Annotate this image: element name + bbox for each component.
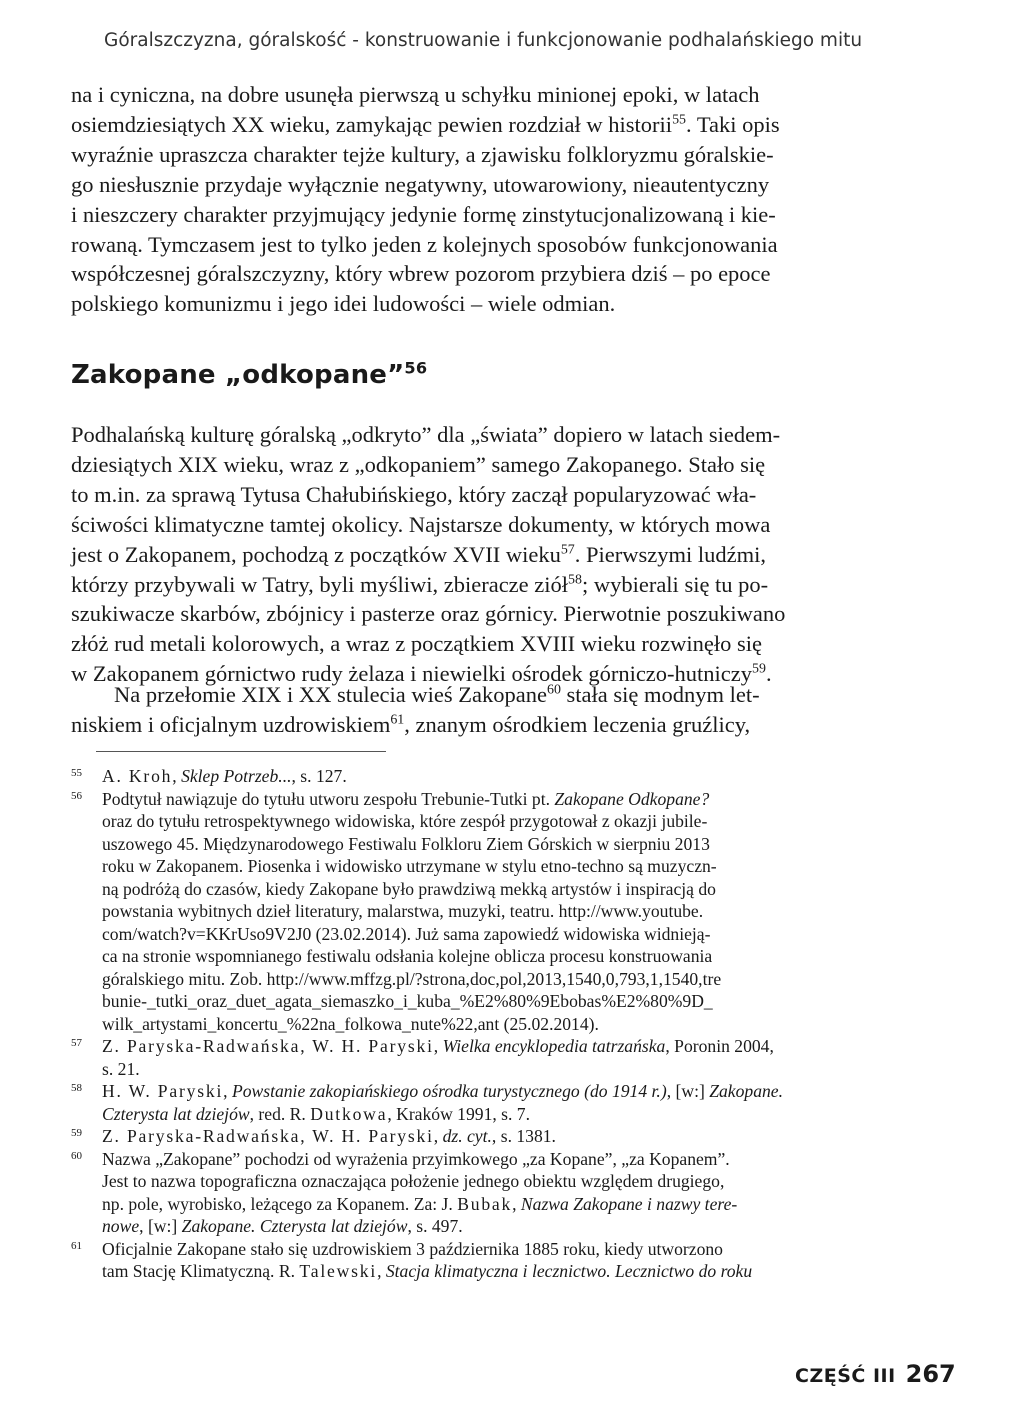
footnotes <box>71 765 906 1283</box>
text-line: rowaną. Tymczasem jest to tylko jeden z kolejnych sposobów funkcjonowania <box>71 231 778 257</box>
section-heading <box>71 360 427 390</box>
footnote-ref-61[interactable]: 61 <box>390 712 405 728</box>
text-span: , s. 497. <box>407 1216 463 1236</box>
footnote-number: 61 <box>71 1239 82 1252</box>
footnote-61 <box>71 1238 906 1283</box>
separator: , <box>433 1036 443 1056</box>
separator: , <box>433 1126 443 1146</box>
footnote-line: Jest to nazwa topograficzna oznaczająca położenie jednego obiektu względem drugiego, <box>102 1171 725 1191</box>
text-span: , [w:] <box>666 1081 710 1101</box>
text-line: ściwości klimatyczne tamtej okolicy. Najstarsze dokumenty, w których mowa <box>71 511 771 537</box>
footnote-59 <box>71 1125 906 1148</box>
footnote-line: oraz do tytułu retrospektywnego widowiska, które zespół przygotował z okazji jubile- <box>102 811 708 831</box>
work-title: Stacja klimatyczna i lecznictwo. Lecznictwo do roku <box>385 1261 753 1281</box>
text-line <box>71 710 896 740</box>
text-line: Podhalańską kulturę góralską „odkryto” dla „świata” dopiero w latach siedem- <box>71 422 781 447</box>
footnote-number: 59 <box>71 1127 82 1139</box>
work-title: Zakopane. Czterysta lat dziejów <box>181 1216 408 1236</box>
footnote-link-line[interactable]: góralskiego mitu. Zob. http://www.mffzg.pl/?strona,doc,pol,2013,1540,0,793,1,1540,tre <box>102 968 722 989</box>
text-line: na i cyniczna, na dobre usunęła pierwszą u schyłku minionej epoki, w latach <box>71 82 760 107</box>
text-span: w Zakopanem górnictwo rudy żelaza i niewielki ośrodek górniczo-hutniczy <box>71 661 753 687</box>
text-line: dziesiątych XIX wieku, wraz z „odkopaniem” samego Zakopanego. Stało się <box>71 451 766 477</box>
page-number: 267 <box>905 1360 956 1388</box>
footnote-line: roku w Zakopanem. Piosenka i widowisko utrzymane w stylu etno-techno są muzyczn- <box>102 856 717 876</box>
text-span: którzy przybywali w Tatry, byli myśliwi, zbieracze ziół <box>71 571 569 597</box>
text-line: szukiwacze skarbów, zbójnicy i pasterze oraz górnicy. Pierwotnie poszukiwano <box>71 601 786 627</box>
footnote-ref-60[interactable]: 60 <box>546 682 561 698</box>
text-span: . Pierwszymi ludźmi, <box>574 541 766 567</box>
text-span: , <box>377 1261 386 1281</box>
footnote-ref-58[interactable]: 58 <box>568 572 582 588</box>
footnote-number: 58 <box>71 1082 82 1094</box>
footnote-line: A. Kroh, Sklep Potrzeb..., s. 127. <box>102 766 347 786</box>
text-line: i nieszczery charakter przyjmujący jedynie formę zinstytucjonalizowaną i kie- <box>71 201 776 227</box>
text-span: , s. 1381. <box>491 1126 556 1146</box>
footnote-number: 57 <box>71 1037 82 1049</box>
text-line: wyraźnie upraszcza charakter tejże kultury, a zjawisku folkloryzmu góralskie- <box>71 141 774 167</box>
footnote-link-line[interactable]: wilk_artystami_koncertu_%22na_folkowa_nute%22,ant (25.02.2014). <box>102 1013 599 1034</box>
text-span: , red. R. <box>249 1103 311 1124</box>
footnote-line <box>102 1125 906 1148</box>
author: Talewski <box>299 1261 378 1281</box>
footnote-line <box>102 788 906 811</box>
footnote-line: Oficjalnie Zakopane stało się uzdrowiskiem 3 października 1885 roku, kiedy utworzono <box>102 1238 723 1259</box>
text-span: Podtytuł nawiązuje do tytułu utworu zespołu Trebunie-Tutki pt. <box>102 788 555 809</box>
footnote-line: s. 21. <box>102 1058 140 1079</box>
page-folio <box>795 1360 956 1388</box>
author: H. W. Paryski <box>102 1081 224 1101</box>
text-span: stała się modnym let- <box>560 682 760 707</box>
work-title: nowe <box>102 1216 140 1236</box>
text-line: polskiego komunizmu i jego idei ludowości – wiele odmian. <box>71 291 616 317</box>
text-span: , Kraków 1991, s. 7. <box>387 1103 531 1124</box>
footnote-link-line[interactable]: powstania wybitnych dzieł literatury, malarstwa, muzyki, teatru. http://www.youtube. <box>102 901 704 921</box>
text-span: . Taki opis <box>686 111 780 137</box>
footnote-57 <box>71 1035 906 1080</box>
running-head: Góralszczyzna, góralskość - konstruowanie i funkcjonowanie podhalańskiego mitu <box>104 30 863 51</box>
paragraph-3 <box>71 680 896 740</box>
author: Z. Paryska-Radwańska, W. H. Paryski <box>102 1036 434 1056</box>
author: A. Kroh <box>102 766 173 786</box>
footnote-56 <box>71 788 906 1036</box>
footnote-55 <box>71 765 906 788</box>
part-label: CZĘŚĆ III <box>795 1365 896 1387</box>
work-title: Zakopane. <box>709 1081 784 1101</box>
footnote-line: uszowego 45. Międzynarodowego Festiwalu Folkloru Ziem Górskich w sierpniu 2013 <box>102 833 710 854</box>
footnote-ref-55[interactable]: 55 <box>672 112 686 128</box>
footnote-line <box>102 1080 906 1103</box>
text-span: . <box>765 661 772 687</box>
footnote-number: 60 <box>71 1149 82 1162</box>
footnote-line <box>102 1260 906 1283</box>
footnote-line: Nazwa „Zakopane” pochodzi od wyrażenia przyimkowego „za Kopane”, „za Kopanem”. <box>102 1148 730 1169</box>
paragraph-1 <box>71 80 896 319</box>
text-span: jest o Zakopanem, pochodzą z początków XVII wieku <box>71 541 561 567</box>
paragraph-2 <box>71 420 896 689</box>
text-line <box>71 110 896 140</box>
footnote-line: ca na stronie wspomnianego festiwalu odsłania kolejne oblicza procesu konstruowania <box>102 946 713 966</box>
section-title: Zakopane „odkopane” <box>71 360 405 390</box>
footnote-number: 56 <box>71 789 82 802</box>
separator: , <box>223 1081 232 1101</box>
footnote-link-line[interactable]: bunie-_tutki_oraz_duet_agata_siemaszko_i_kuba_%E2%80%9Ebobas%E2%80%9D_ <box>102 991 713 1011</box>
text-line: to m.in. za sprawą Tytusa Chałubińskiego, który zaczął popularyzować wła- <box>71 481 757 507</box>
footnote-60 <box>71 1148 906 1238</box>
text-span: osiemdziesiątych XX wieku, zamykając pewien rozdział w historii <box>71 111 673 137</box>
work-title: Zakopane Odkopane? <box>554 788 710 809</box>
footnote-line: ną podróżą do czasów, kiedy Zakopane było prawdziwą mekką artystów i inspiracją do <box>102 878 716 899</box>
author: Z. Paryska-Radwańska, W. H. Paryski <box>102 1126 434 1146</box>
footnote-line <box>102 1193 906 1216</box>
author: Dutkowa <box>310 1103 388 1124</box>
work-title: Wielka encyklopedia tatrzańska <box>442 1036 666 1056</box>
text-span: , znanym ośrodkiem leczenia gruźlicy, <box>404 711 751 737</box>
text-span: np. pole, wyrobisko, leżącego za Kopanem. Za: J. <box>102 1193 458 1214</box>
text-span: , s. 127. <box>291 766 347 786</box>
text-span: Na przełomie XIX i XX stulecia wieś Zakopane <box>114 682 547 707</box>
footnote-line <box>102 1035 906 1058</box>
text-line <box>71 570 896 600</box>
text-line: go niesłusznie przydaje wyłącznie negatywny, utowarowiony, nieautentyczny <box>71 171 770 197</box>
footnote-ref-59[interactable]: 59 <box>752 661 766 677</box>
author: Bubak <box>457 1193 513 1214</box>
text-span: , Poronin 2004, <box>665 1036 774 1056</box>
work-title: Nazwa Zakopane i nazwy tere- <box>520 1193 738 1214</box>
footnote-58 <box>71 1080 906 1125</box>
text-span: niskiem i oficjalnym uzdrowiskiem <box>71 711 391 737</box>
text-line: złóż rud metali kolorowych, a wraz z początkiem XVIII wieku rozwinęło się <box>71 631 762 657</box>
work-title: Czterysta lat dziejów <box>102 1103 250 1124</box>
work-title: Powstanie zakopiańskiego ośrodka turystycznego (do 1914 r.) <box>231 1081 667 1101</box>
text-span: tam Stację Klimatyczną. R. <box>102 1261 300 1281</box>
footnote-link-line[interactable]: com/watch?v=KKrUso9V2J0 (23.02.2014). Już sama zapowiedź widowiska widnieją- <box>102 923 711 944</box>
text-line <box>71 680 896 710</box>
footnote-number: 55 <box>71 767 82 779</box>
work-title: dz. cyt. <box>442 1126 492 1146</box>
work-title: Sklep Potrzeb... <box>181 766 292 786</box>
footnote-ref-56[interactable]: 56 <box>404 358 428 378</box>
text-line: współczesnej góralszczyzny, który wbrew pozorom przybiera dziś – po epoce <box>71 261 771 287</box>
footnote-rule <box>96 751 386 752</box>
text-line <box>71 540 896 570</box>
footnote-line <box>102 1103 906 1126</box>
text-span: , <box>512 1193 521 1214</box>
footnote-line <box>102 1215 906 1238</box>
footnote-ref-57[interactable]: 57 <box>560 542 575 558</box>
text-span: , [w:] <box>139 1216 182 1236</box>
text-span: ; wybierali się tu po- <box>581 571 769 597</box>
